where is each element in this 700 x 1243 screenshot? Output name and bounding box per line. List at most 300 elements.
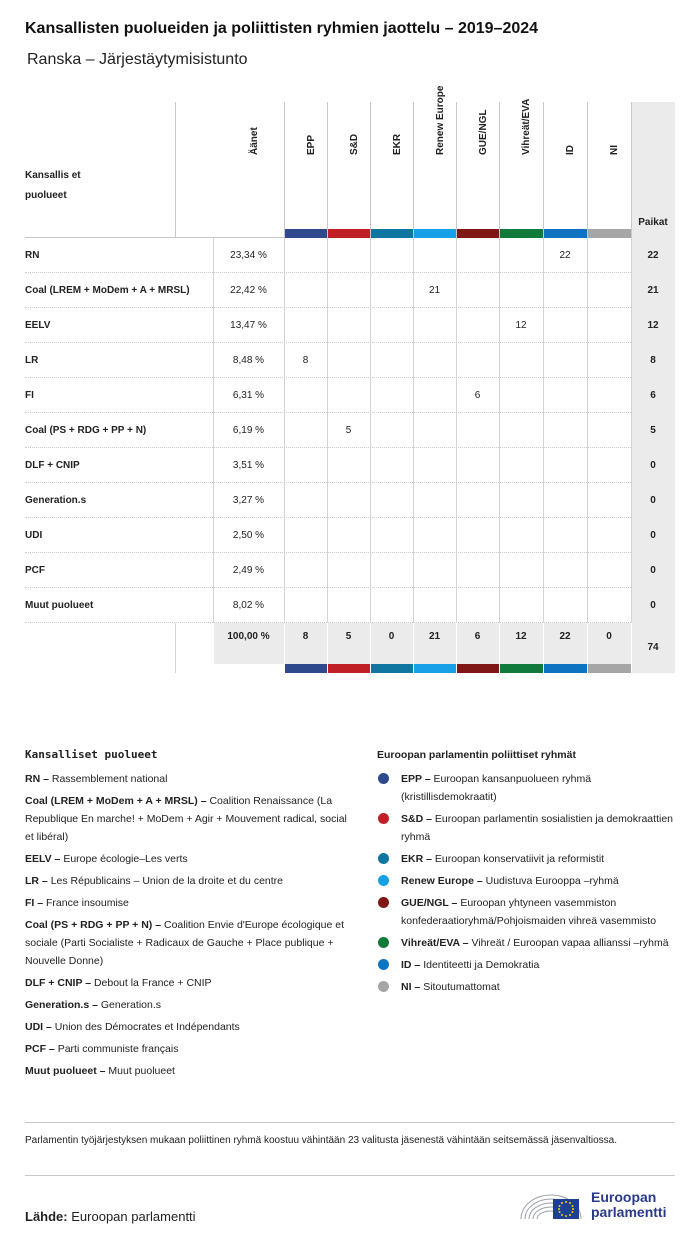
page-subtitle: Ranska – Järjestäytymisistunto (27, 51, 248, 68)
cell-divider (413, 623, 414, 673)
row-group-seats (284, 378, 327, 413)
row-group-seats (370, 518, 413, 553)
cell-divider (631, 343, 632, 378)
row-votes: 13,47 % (230, 320, 267, 331)
header-group-cell (587, 102, 631, 238)
row-group-seats (456, 413, 499, 448)
row-group-seats (284, 518, 327, 553)
header-group-cell (499, 98, 543, 238)
page-title: Kansallisten puolueiden ja poliittisten ryhmien jaottelu – 2019–2024 (25, 20, 539, 37)
cell-divider (543, 413, 544, 448)
row-votes: 3,27 % (232, 495, 265, 506)
row-party: Muut puolueet (25, 600, 94, 611)
legend-group-name: Sitoutumattomat (423, 981, 500, 993)
cell-divider (175, 623, 176, 673)
legend-party-item (25, 770, 355, 788)
total-group-seats: 6 (456, 623, 499, 664)
row-group-seats (284, 588, 327, 623)
header-seats-cell (631, 102, 675, 238)
cell-divider (413, 448, 414, 483)
cell-divider (456, 308, 457, 343)
cell-divider (370, 518, 371, 553)
cell-divider (327, 273, 328, 308)
cell-divider (370, 413, 371, 448)
legend-group-abbr: EKR – (401, 853, 432, 865)
cell-divider (631, 553, 632, 588)
cell-divider (587, 483, 588, 518)
row-group-seats (543, 588, 587, 623)
row-party: EELV (25, 320, 51, 331)
header-group-color-bar (457, 229, 499, 238)
header-votes: Äänet (248, 127, 260, 155)
table-body (25, 238, 675, 623)
cell-divider (413, 518, 414, 553)
legend-party-name: Coalition Envie d'Europe écologique et sociale (Parti Socialiste + Radicaux de Gauche + Place publique + Nouvelle Donne) (25, 919, 345, 967)
total-group-color-bar (285, 664, 327, 673)
row-party: Coal (LREM + MoDem + A + MRSL) (25, 285, 190, 296)
legend-party-abbr: Muut puolueet – (25, 1065, 106, 1077)
row-total-seats: 0 (631, 588, 675, 623)
cell-divider (284, 308, 285, 343)
row-group-seats (543, 553, 587, 588)
row-total-seats: 12 (631, 308, 675, 343)
cell-divider (370, 483, 371, 518)
table-row (25, 483, 675, 518)
row-group-seats (284, 483, 327, 518)
row-group-seats (499, 238, 543, 273)
row-group-seats (370, 378, 413, 413)
cell-divider (499, 273, 500, 308)
legend-group-abbr: ID – (401, 959, 421, 971)
cell-divider (213, 623, 214, 673)
row-group-seats (587, 273, 631, 308)
row-votes: 2,50 % (232, 530, 265, 541)
row-group-seats: 5 (345, 425, 352, 436)
legend-group-item (377, 894, 677, 930)
row-group-seats (543, 343, 587, 378)
legend-party-item (25, 916, 355, 970)
cell-divider (213, 518, 214, 553)
cell-divider (456, 378, 457, 413)
cell-divider (213, 238, 214, 273)
source-label: Lähde: (25, 1209, 68, 1224)
cell-divider (543, 343, 544, 378)
logo-text: Euroopan parlamentti (591, 1189, 667, 1220)
row-total-seats: 0 (631, 553, 675, 588)
group-color-dot-icon (378, 813, 389, 824)
total-group-seats: 5 (327, 623, 370, 664)
group-color-dot-icon (378, 959, 389, 970)
legend-party-item (25, 894, 355, 912)
total-group-color-bar (500, 664, 543, 673)
cell-divider (543, 588, 544, 623)
row-total-seats: 0 (631, 448, 675, 483)
cell-divider (327, 588, 328, 623)
legend-group-abbr: Vihreät/EVA – (401, 937, 469, 949)
row-group-seats (499, 518, 543, 553)
group-color-dot-icon (378, 937, 389, 948)
legend-party-abbr: Coal (PS + RDG + PP + N) – (25, 919, 162, 931)
cell-divider (413, 378, 414, 413)
total-group-color-bar (544, 664, 587, 673)
cell-divider (413, 588, 414, 623)
header-divider (175, 102, 176, 238)
cell-divider (413, 343, 414, 378)
row-group-seats (284, 553, 327, 588)
cell-divider (456, 553, 457, 588)
table-row (25, 553, 675, 588)
header-party: Kansallis et puolueet (25, 170, 81, 201)
cell-divider (631, 623, 632, 673)
header-group-label: S&D (348, 133, 360, 155)
row-group-seats (413, 413, 456, 448)
row-group-seats (413, 343, 456, 378)
source-value: Euroopan parlamentti (71, 1209, 196, 1224)
row-group-seats (499, 378, 543, 413)
total-group-color-bar (328, 664, 370, 673)
legend-party-abbr: EELV – (25, 853, 61, 865)
row-group-seats (413, 378, 456, 413)
seat-distribution-table (25, 85, 675, 673)
total-group-color-bar (371, 664, 413, 673)
row-group-seats (499, 588, 543, 623)
row-group-seats (370, 553, 413, 588)
header-group-color-bar (371, 229, 413, 238)
row-group-seats (587, 343, 631, 378)
source-line (25, 1209, 196, 1224)
total-group-seats: 12 (499, 623, 543, 664)
header-divider (327, 102, 328, 238)
row-group-seats (327, 553, 370, 588)
row-party: DLF + CNIP (25, 460, 80, 471)
cell-divider (499, 588, 500, 623)
row-group-seats: 6 (474, 390, 481, 401)
cell-divider (456, 343, 457, 378)
cell-divider (284, 623, 285, 673)
header-divider (543, 102, 544, 238)
cell-divider (327, 518, 328, 553)
legend-group-name: Euroopan kansanpuolueen ryhmä (kristillisdemokraatit) (401, 773, 592, 803)
row-group-seats (456, 448, 499, 483)
legend-group-abbr: Renew Europe – (401, 875, 483, 887)
cell-divider (327, 448, 328, 483)
total-group-seats: 8 (284, 623, 327, 664)
total-group-seats: 0 (587, 623, 631, 664)
header-group-cell (456, 102, 499, 238)
legend-political-groups (377, 746, 677, 1000)
row-party: UDI (25, 530, 43, 541)
cell-divider (413, 413, 414, 448)
cell-divider (413, 553, 414, 588)
legend-group-name: Euroopan parlamentin sosialistien ja demokraattien ryhmä (401, 813, 673, 843)
row-group-seats (327, 308, 370, 343)
row-group-seats (499, 413, 543, 448)
legend-party-item (25, 850, 355, 868)
cell-divider (456, 273, 457, 308)
header-divider (413, 102, 414, 238)
legend-group-item (377, 770, 677, 806)
cell-divider (213, 273, 214, 308)
cell-divider (587, 343, 588, 378)
row-group-seats (370, 448, 413, 483)
cell-divider (631, 308, 632, 343)
table-row (25, 308, 675, 343)
legend-party-abbr: UDI – (25, 1021, 52, 1033)
cell-divider (213, 413, 214, 448)
legend-party-abbr: DLF + CNIP – (25, 977, 92, 989)
cell-divider (370, 623, 371, 673)
row-party: RN (25, 250, 40, 261)
header-seats: Paikat (638, 217, 668, 228)
row-group-seats (587, 448, 631, 483)
row-group-seats (413, 483, 456, 518)
row-group-seats (327, 483, 370, 518)
legend-group-item (377, 850, 677, 868)
row-group-seats (327, 518, 370, 553)
row-group-seats (327, 378, 370, 413)
cell-divider (327, 308, 328, 343)
row-group-seats (499, 483, 543, 518)
legend-group-abbr: GUE/NGL – (401, 897, 458, 909)
header-group-label: ID (565, 145, 576, 155)
row-group-seats (587, 378, 631, 413)
cell-divider (543, 553, 544, 588)
footnote: Parlamentin työjärjestyksen mukaan poliittinen ryhmä koostuu vähintään 23 valitusta jäsenestä vähintään seitsemässä jäsenvaltiossa. (25, 1122, 675, 1149)
row-group-seats (370, 343, 413, 378)
divider (25, 1175, 675, 1176)
row-group-seats (456, 518, 499, 553)
row-group-seats (413, 448, 456, 483)
total-group-color-bar (588, 664, 631, 673)
cell-divider (213, 378, 214, 413)
cell-divider (543, 238, 544, 273)
cell-divider (413, 308, 414, 343)
legend-national-parties-heading: Kansalliset puolueet (25, 748, 158, 761)
cell-divider (327, 483, 328, 518)
cell-divider (499, 413, 500, 448)
legend-group-item (377, 810, 677, 846)
cell-divider (587, 588, 588, 623)
hemicycle-flag-icon (519, 1185, 585, 1225)
row-total-seats: 8 (631, 343, 675, 378)
group-color-dot-icon (378, 773, 389, 784)
row-group-seats (543, 308, 587, 343)
table-row (25, 448, 675, 483)
cell-divider (587, 238, 588, 273)
legend-party-name: Debout la France + CNIP (93, 977, 212, 989)
row-total-seats: 22 (631, 238, 675, 273)
cell-divider (213, 343, 214, 378)
table-row (25, 518, 675, 553)
european-parliament-logo (519, 1185, 679, 1225)
row-group-seats (587, 483, 631, 518)
row-group-seats (587, 553, 631, 588)
table-row (25, 378, 675, 413)
cell-divider (413, 238, 414, 273)
cell-divider (327, 553, 328, 588)
cell-divider (543, 623, 544, 673)
cell-divider (327, 378, 328, 413)
table-row (25, 588, 675, 623)
row-group-seats: 21 (428, 285, 441, 296)
legend-party-abbr: Generation.s – (25, 999, 98, 1011)
legend-party-item (25, 1062, 355, 1080)
cell-divider (499, 553, 500, 588)
legend-party-item (25, 1018, 355, 1036)
row-group-seats (284, 308, 327, 343)
header-group-label: EKR (391, 133, 403, 155)
cell-divider (284, 448, 285, 483)
row-party: PCF (25, 565, 45, 576)
legend-group-abbr: NI – (401, 981, 421, 993)
row-group-seats (284, 238, 327, 273)
cell-divider (370, 273, 371, 308)
row-group-seats (456, 238, 499, 273)
legend-group-abbr: EPP – (401, 773, 431, 785)
header-divider (284, 102, 285, 238)
row-group-seats (413, 518, 456, 553)
total-group-seats: 21 (413, 623, 456, 664)
row-group-seats (587, 308, 631, 343)
row-votes: 6,19 % (232, 425, 265, 436)
row-group-seats: 8 (302, 355, 309, 366)
header-group-color-bar (414, 229, 456, 238)
header-group-cell (284, 102, 327, 238)
group-color-dot-icon (378, 853, 389, 864)
row-group-seats (456, 553, 499, 588)
cell-divider (284, 273, 285, 308)
row-group-seats (370, 308, 413, 343)
legend-party-item (25, 792, 355, 846)
header-group-label: Renew Europe (434, 85, 446, 155)
header-group-color-bar (328, 229, 370, 238)
cell-divider (631, 588, 632, 623)
row-group-seats (327, 588, 370, 623)
cell-divider (499, 518, 500, 553)
row-votes: 22,42 % (230, 285, 267, 296)
row-group-seats (543, 378, 587, 413)
row-total-seats: 0 (631, 518, 675, 553)
row-group-seats (370, 413, 413, 448)
header-group-cell (327, 102, 370, 238)
row-group-seats (327, 273, 370, 308)
header-group-label: NI (609, 145, 620, 155)
legend-party-abbr: FI – (25, 897, 44, 909)
row-group-seats (327, 343, 370, 378)
cell-divider (631, 378, 632, 413)
row-total-seats: 5 (631, 413, 675, 448)
row-group-seats: 22 (559, 250, 571, 261)
legend-party-name: Rassemblement national (51, 773, 168, 785)
row-group-seats (587, 238, 631, 273)
cell-divider (213, 483, 214, 518)
header-group-cell (543, 102, 587, 238)
total-group-seats: 22 (543, 623, 587, 664)
cell-divider (284, 238, 285, 273)
header-divider (499, 102, 500, 238)
legend-party-abbr: RN – (25, 773, 49, 785)
cell-divider (413, 273, 414, 308)
row-group-seats (456, 273, 499, 308)
row-group-seats (587, 588, 631, 623)
header-group-color-bar (544, 229, 587, 238)
header-divider (456, 102, 457, 238)
row-votes: 6,31 % (232, 390, 265, 401)
row-votes: 8,48 % (232, 355, 265, 366)
group-color-dot-icon (378, 897, 389, 908)
row-group-seats (543, 518, 587, 553)
cell-divider (543, 518, 544, 553)
legend-party-item (25, 996, 355, 1014)
cell-divider (499, 378, 500, 413)
cell-divider (213, 588, 214, 623)
row-group-seats (456, 588, 499, 623)
cell-divider (370, 343, 371, 378)
legend-party-name: Europe écologie–Les verts (63, 853, 188, 865)
row-group-seats: 12 (515, 320, 527, 331)
cell-divider (284, 413, 285, 448)
legend-group-name: Euroopan konservatiivit ja reformistit (434, 853, 605, 865)
total-seats: 74 (631, 623, 675, 673)
cell-divider (543, 308, 544, 343)
row-group-seats (327, 448, 370, 483)
cell-divider (456, 483, 457, 518)
header-group-label: GUE/NGL (477, 109, 489, 155)
cell-divider (543, 483, 544, 518)
table-row (25, 343, 675, 378)
cell-divider (631, 413, 632, 448)
row-group-seats (413, 308, 456, 343)
legend-group-name: Euroopan yhtyneen vasemmiston konfederaatioryhmä/Pohjoismaiden vihreä vasemmisto (401, 897, 657, 927)
legend-group-abbr: S&D – (401, 813, 432, 825)
table-row (25, 413, 675, 448)
cell-divider (587, 308, 588, 343)
cell-divider (370, 553, 371, 588)
legend-party-name: Les Républicains – Union de la droite et du centre (50, 875, 283, 887)
row-group-seats (587, 413, 631, 448)
legend-party-name: France insoumise (46, 897, 129, 909)
row-group-seats (499, 343, 543, 378)
row-group-seats (543, 273, 587, 308)
cell-divider (284, 483, 285, 518)
cell-divider (456, 238, 457, 273)
row-group-seats (370, 588, 413, 623)
total-votes: 100,00 % (213, 623, 284, 664)
header-divider (631, 102, 632, 238)
row-group-seats (543, 448, 587, 483)
cell-divider (456, 413, 457, 448)
cell-divider (499, 308, 500, 343)
cell-divider (456, 588, 457, 623)
header-group-color-bar (500, 229, 543, 238)
cell-divider (456, 448, 457, 483)
legend-party-name: Parti communiste français (57, 1043, 179, 1055)
row-group-seats (284, 413, 327, 448)
cell-divider (456, 623, 457, 673)
legend-party-name: Muut puolueet (108, 1065, 175, 1077)
row-total-seats: 21 (631, 273, 675, 308)
row-party: FI (25, 390, 34, 401)
cell-divider (587, 273, 588, 308)
legend-political-groups-heading: Euroopan parlamentin poliittiset ryhmät (377, 749, 576, 761)
cell-divider (327, 343, 328, 378)
cell-divider (499, 238, 500, 273)
row-group-seats (327, 238, 370, 273)
cell-divider (284, 343, 285, 378)
row-group-seats (543, 483, 587, 518)
row-group-seats (456, 483, 499, 518)
header-group-color-bar (588, 229, 631, 238)
